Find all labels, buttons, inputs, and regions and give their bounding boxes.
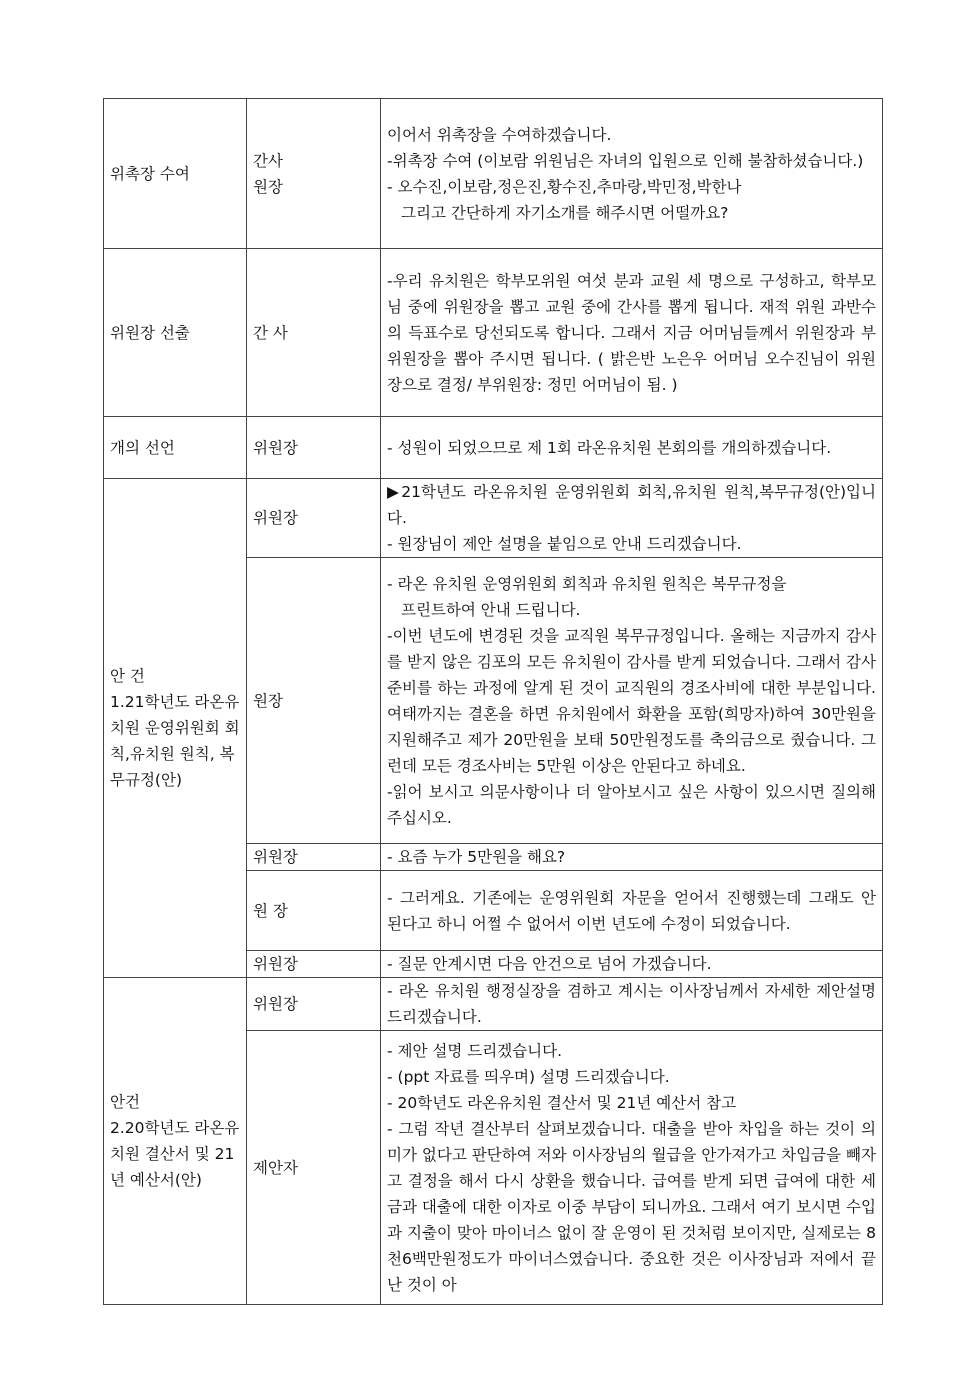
speaker-text: 위원장 [253, 955, 298, 973]
content-text: -우리 유치원은 학부모위원 여섯 분과 교원 세 명으로 구성하고, 학부모님 중에 위원장을 뽑고 교원 중에 간사를 뽑게 됩니다. 재적 위원 과반수의 득표수로 당선되도록 합니다. 그래서 지금 어머님들께서 위원장과 부위원장을 뽑아 주시면 됩니다. ( 밝은반 노은우 어머님 오수진님이 위원장으로 결정/ 부위원장: 정민 어머님이 됨. ) [387, 271, 876, 394]
content-cell [381, 249, 883, 417]
topic-text: 1.21학년도 라온유치원 운영위원회 회칙,유치원 원칙, 복무규정(안) [110, 693, 240, 789]
speaker-text: 위원장 [253, 995, 298, 1013]
speaker-cell [247, 871, 381, 951]
content-text: - 그럼 작년 결산부터 살펴보겠습니다. 대출을 받아 차입을 하는 것이 의미가 없다고 판단하여 저와 이사장님의 월급을 안가져가고 차입금을 빼자고 결정을 해서 다시 상환을 했습니다. 급여를 받게 되면 급여에 대한 세금과 대출에 대한 이자로 이중 부담이 되니까요. 그래서 여기 보시면 수입과 지출이 맞아 마이너스 없이 잘 운영이 된 것처럼 보이지만, 실제로는 8천6백만원정도가 마이너스였습니다. 중요한 것은 이사장님과 저에서 끝난 것이 아 [387, 1119, 876, 1294]
topic-text: 안 건 [110, 667, 145, 685]
minutes-table [103, 98, 883, 1305]
table-row [104, 99, 883, 249]
speaker-cell [247, 417, 381, 479]
content-text: - 20학년도 라온유치원 결산서 및 21년 예산서 참고 [387, 1093, 737, 1112]
content-text: 그리고 간단하게 자기소개를 해주시면 어떨까요? [401, 203, 729, 222]
agenda-topic [104, 417, 247, 479]
speaker-cell [247, 479, 381, 558]
content-cell [381, 871, 883, 951]
speaker-text: 위원장 [253, 438, 298, 457]
content-cell [381, 844, 883, 871]
table-row [104, 249, 883, 417]
topic-text: 안건 [110, 1093, 140, 1111]
content-text: - 라온 유치원 행정실장을 겸하고 계시는 이사장님께서 자세한 제안설명 드리겠습니다. [387, 982, 876, 1026]
content-text: - 원장님이 제안 설명을 붙임으로 안내 드리겠습니다. [387, 535, 742, 553]
speaker-cell [247, 978, 381, 1031]
content-text: -위촉장 수여 (이보람 위원님은 자녀의 입원으로 인해 불참하셨습니다.) [387, 151, 864, 170]
topic-text: 위원장 선출 [110, 323, 190, 342]
speaker-text: 원 장 [253, 901, 288, 920]
topic-text: 2.20학년도 라온유치원 결산서 및 21년 예산서(안) [110, 1119, 240, 1189]
agenda-topic [104, 249, 247, 417]
agenda-topic [104, 479, 247, 978]
speaker-cell [247, 99, 381, 249]
speaker-text: 간 사 [253, 323, 288, 342]
speaker-cell [247, 951, 381, 978]
speaker-cell [247, 249, 381, 417]
topic-text: 개의 선언 [110, 438, 175, 457]
content-cell [381, 978, 883, 1031]
content-text: - (ppt 자료를 띄우며) 설명 드리겠습니다. [387, 1067, 670, 1086]
speaker-cell [247, 558, 381, 844]
table-row [104, 978, 883, 1031]
content-text: - 성원이 되었으므로 제 1회 라온유치원 본회의를 개의하겠습니다. [387, 438, 832, 457]
content-text: - 라온 유치원 운영위원회 회칙과 유치원 원칙은 복무규정을 [387, 574, 787, 593]
content-cell [381, 951, 883, 978]
speaker-text: 제안자 [253, 1158, 298, 1177]
speaker-text: 원장 [253, 177, 283, 196]
content-text: - 제안 설명 드리겠습니다. [387, 1041, 563, 1060]
content-text: -이번 년도에 변경된 것을 교직원 복무규정입니다. 올해는 지금까지 감사를 받지 않은 김포의 모든 유치원이 감사를 받게 되었습니다. 그래서 감사 준비를 하는 과정에 알게 된 것이 교직원의 경조사비에 대한 부분입니다. 여태까지는 결혼을 하면 유치원에서 화환을 포함(희망자)하여 30만원을 지원해주고 제가 20만원을 보태 50만원정도를 축의금으로 줬습니다. 그런데 모든 경조사비는 5만원 이상은 안된다고 하네요. [387, 626, 876, 775]
speaker-text: 위원장 [253, 848, 298, 866]
content-text: - 요즘 누가 5만원을 해요? [387, 848, 566, 866]
table-row [104, 417, 883, 479]
content-cell [381, 1031, 883, 1305]
content-text: ▶21학년도 라온유치원 운영위원회 회칙,유치원 원칙,복무규정(안)입니다. [387, 483, 876, 527]
content-cell [381, 479, 883, 558]
content-text: - 질문 안계시면 다음 안건으로 넘어 가겠습니다. [387, 955, 712, 973]
agenda-topic [104, 978, 247, 1305]
content-text: -읽어 보시고 의문사항이나 더 알아보시고 싶은 사항이 있으시면 질의해 주십시오. [387, 782, 876, 827]
agenda-topic [104, 99, 247, 249]
content-text: 프린트하여 안내 드립니다. [401, 600, 581, 619]
speaker-text: 원장 [253, 691, 283, 710]
speaker-text: 간사 [253, 151, 283, 170]
content-text: 이어서 위촉장을 수여하겠습니다. [387, 125, 612, 144]
content-text: - 그러게요. 기존에는 운영위원회 자문을 얻어서 진행했는데 그래도 안 된다고 하니 어쩔 수 없어서 이번 년도에 수정이 되었습니다. [387, 888, 876, 933]
speaker-cell [247, 844, 381, 871]
content-cell [381, 99, 883, 249]
topic-text: 위촉장 수여 [110, 164, 190, 183]
content-cell [381, 558, 883, 844]
table-row [104, 479, 883, 558]
content-text: - 오수진,이보람,정은진,황수진,추마랑,박민정,박한나 [387, 177, 742, 196]
content-cell [381, 417, 883, 479]
speaker-text: 위원장 [253, 509, 298, 527]
speaker-cell [247, 1031, 381, 1305]
